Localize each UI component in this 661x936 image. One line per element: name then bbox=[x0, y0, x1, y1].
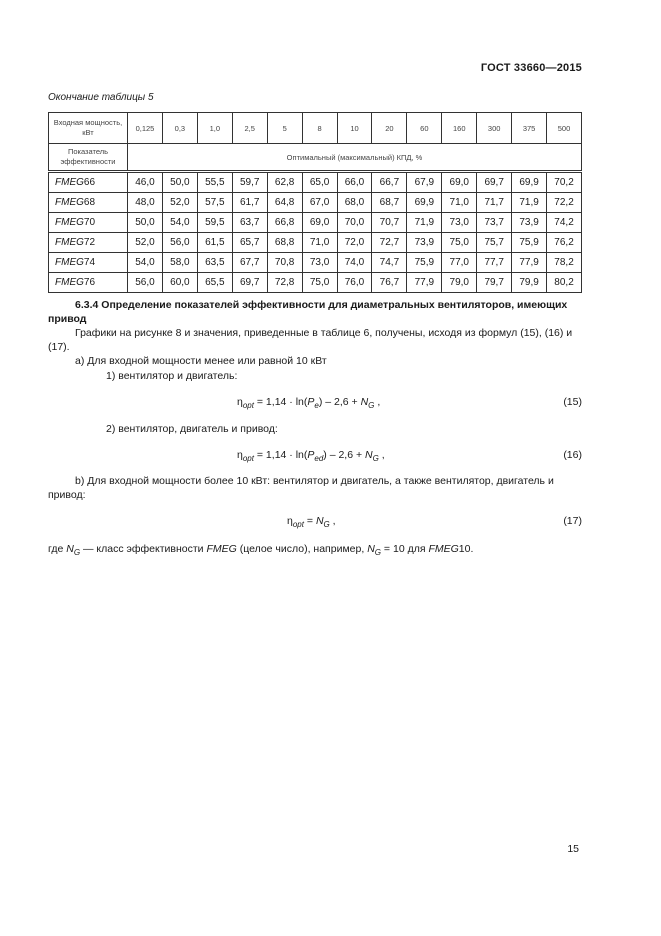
power-header-label: Входная мощность, кВт bbox=[49, 113, 128, 144]
class-prefix: FMEG bbox=[55, 237, 84, 248]
section-intro: Графики на рисунке 8 и значения, приведенные в таблице 6, получены, исходя из формул (15), (16) и (17). bbox=[48, 327, 573, 353]
fmeg-term: FMEG bbox=[428, 543, 459, 555]
efficiency-value-cell: 50,0 bbox=[128, 213, 163, 233]
power-value-cell: 2,5 bbox=[232, 113, 267, 144]
where-text: 10. bbox=[458, 543, 474, 555]
table-row bbox=[49, 253, 582, 273]
formula-16-number: (16) bbox=[563, 449, 582, 461]
efficiency-value-cell: 74,2 bbox=[547, 213, 582, 233]
efficiency-value-cell: 73,9 bbox=[407, 233, 442, 253]
efficiency-value-cell: 75,0 bbox=[302, 273, 337, 293]
efficiency-value-cell: 68,0 bbox=[337, 193, 372, 213]
efficiency-value-cell: 60,0 bbox=[162, 273, 197, 293]
class-symbol: N bbox=[66, 543, 74, 555]
efficiency-value-cell: 69,0 bbox=[302, 213, 337, 233]
efficiency-value-cell: 50,0 bbox=[162, 172, 197, 193]
eta-subscript: opt bbox=[242, 454, 254, 463]
efficiency-value-cell: 59,7 bbox=[232, 172, 267, 193]
efficiency-value-cell: 69,9 bbox=[407, 193, 442, 213]
class-symbol: N bbox=[367, 543, 375, 555]
table-row bbox=[49, 273, 582, 293]
efficiency-value-cell: 68,8 bbox=[267, 233, 302, 253]
efficiency-value-cell: 80,2 bbox=[547, 273, 582, 293]
class-header-label: Показатель эффективности bbox=[49, 144, 128, 172]
class-number: 70 bbox=[83, 217, 96, 228]
efficiency-value-cell: 73,0 bbox=[302, 253, 337, 273]
efficiency-value-cell: 65,7 bbox=[232, 233, 267, 253]
efficiency-value-cell: 65,5 bbox=[197, 273, 232, 293]
efficiency-value-cell: 72,7 bbox=[372, 233, 407, 253]
class-prefix: FMEG bbox=[55, 197, 84, 208]
item-a: a) Для входной мощности менее или равной 10 кВт bbox=[75, 355, 327, 367]
efficiency-value-cell: 75,0 bbox=[442, 233, 477, 253]
class-subscript: G bbox=[323, 520, 330, 529]
efficiency-value-cell: 69,7 bbox=[232, 273, 267, 293]
where-text: — класс эффективности bbox=[80, 543, 207, 555]
where-text: (целое число), например, bbox=[236, 543, 368, 555]
page-number: 15 bbox=[567, 843, 579, 855]
efficiency-value-cell: 66,8 bbox=[267, 213, 302, 233]
where-text: = 10 для bbox=[381, 543, 429, 555]
formula-part: , bbox=[374, 396, 381, 408]
efficiency-value-cell: 66,0 bbox=[337, 172, 372, 193]
efficiency-value-cell: 77,9 bbox=[407, 273, 442, 293]
power-value-cell: 1,0 bbox=[197, 113, 232, 144]
class-prefix: FMEG bbox=[55, 277, 84, 288]
document-header: ГОСТ 33660—2015 bbox=[480, 62, 582, 74]
power-value-cell: 160 bbox=[442, 113, 477, 144]
efficiency-value-cell: 70,7 bbox=[372, 213, 407, 233]
class-prefix: FMEG bbox=[55, 177, 84, 188]
efficiency-class-cell bbox=[49, 193, 128, 213]
power-subscript: e bbox=[314, 401, 319, 410]
where-prefix: где bbox=[48, 543, 64, 555]
efficiency-value-cell: 76,7 bbox=[372, 273, 407, 293]
efficiency-value-cell: 48,0 bbox=[128, 193, 163, 213]
efficiency-value-cell: 79,0 bbox=[442, 273, 477, 293]
formula-17-number: (17) bbox=[563, 515, 582, 527]
efficiency-value-cell: 55,5 bbox=[197, 172, 232, 193]
efficiency-value-cell: 74,0 bbox=[337, 253, 372, 273]
power-value-cell: 8 bbox=[302, 113, 337, 144]
item-a2: 2) вентилятор, двигатель и привод: bbox=[106, 423, 278, 435]
class-subscript: G bbox=[368, 401, 375, 410]
power-value-cell: 10 bbox=[337, 113, 372, 144]
class-prefix: FMEG bbox=[55, 257, 84, 268]
table-caption: Окончание таблицы 5 bbox=[48, 92, 154, 103]
efficiency-class-cell bbox=[49, 213, 128, 233]
efficiency-class-cell bbox=[49, 233, 128, 253]
power-subscript: ed bbox=[314, 454, 324, 463]
where-clause bbox=[48, 542, 582, 557]
class-number: 74 bbox=[83, 257, 96, 268]
efficiency-value-cell: 75,7 bbox=[477, 233, 512, 253]
efficiency-value-cell: 70,2 bbox=[547, 172, 582, 193]
efficiency-value-cell: 63,5 bbox=[197, 253, 232, 273]
efficiency-value-cell: 71,0 bbox=[302, 233, 337, 253]
power-value-cell: 5 bbox=[267, 113, 302, 144]
table-row bbox=[49, 193, 582, 213]
efficiency-value-cell: 54,0 bbox=[128, 253, 163, 273]
class-symbol: N bbox=[315, 515, 324, 527]
efficiency-header-label: Оптимальный (максимальный) КПД, % bbox=[128, 144, 582, 172]
efficiency-value-cell: 67,0 bbox=[302, 193, 337, 213]
efficiency-value-cell: 59,5 bbox=[197, 213, 232, 233]
formula-part: = 1,14 · ln( bbox=[253, 396, 308, 408]
formula-part: , bbox=[329, 515, 336, 527]
efficiency-value-cell: 65,0 bbox=[302, 172, 337, 193]
formula-15 bbox=[237, 396, 380, 408]
efficiency-value-cell: 74,7 bbox=[372, 253, 407, 273]
formula-part: = bbox=[303, 515, 316, 527]
efficiency-value-cell: 63,7 bbox=[232, 213, 267, 233]
efficiency-value-cell: 69,9 bbox=[512, 172, 547, 193]
efficiency-value-cell: 70,0 bbox=[337, 213, 372, 233]
efficiency-value-cell: 61,7 bbox=[232, 193, 267, 213]
class-number: 72 bbox=[83, 237, 96, 248]
efficiency-value-cell: 70,8 bbox=[267, 253, 302, 273]
efficiency-value-cell: 79,9 bbox=[512, 273, 547, 293]
efficiency-value-cell: 67,9 bbox=[407, 172, 442, 193]
fmeg-term: FMEG bbox=[206, 543, 237, 555]
efficiency-value-cell: 73,9 bbox=[512, 213, 547, 233]
class-number: 68 bbox=[83, 197, 96, 208]
efficiency-value-cell: 77,7 bbox=[477, 253, 512, 273]
efficiency-value-cell: 75,9 bbox=[407, 253, 442, 273]
efficiency-value-cell: 78,2 bbox=[547, 253, 582, 273]
power-value-cell: 375 bbox=[512, 113, 547, 144]
efficiency-class-cell bbox=[49, 273, 128, 293]
power-value-cell: 0,3 bbox=[162, 113, 197, 144]
class-subscript: G bbox=[372, 454, 379, 463]
power-value-cell: 20 bbox=[372, 113, 407, 144]
class-subscript: G bbox=[374, 548, 382, 557]
class-number: 76 bbox=[83, 277, 96, 288]
item-b: b) Для входной мощности более 10 кВт: вентилятор и двигатель, а также вентилятор, двигатель и привод: bbox=[48, 475, 554, 501]
efficiency-value-cell: 72,2 bbox=[547, 193, 582, 213]
efficiency-value-cell: 72,8 bbox=[267, 273, 302, 293]
efficiency-value-cell: 75,9 bbox=[512, 233, 547, 253]
formula-16 bbox=[237, 449, 385, 461]
efficiency-value-cell: 52,0 bbox=[128, 233, 163, 253]
efficiency-value-cell: 76,2 bbox=[547, 233, 582, 253]
eta-symbol: η bbox=[287, 515, 293, 527]
section-heading: 6.3.4 Определение показателей эффективности для диаметральных вентиляторов, имеющих привод bbox=[48, 299, 568, 325]
efficiency-value-cell: 54,0 bbox=[162, 213, 197, 233]
power-symbol: P bbox=[307, 396, 315, 408]
class-subscript: G bbox=[73, 548, 81, 557]
efficiency-value-cell: 62,8 bbox=[267, 172, 302, 193]
efficiency-value-cell: 57,5 bbox=[197, 193, 232, 213]
efficiency-table bbox=[48, 112, 582, 293]
efficiency-value-cell: 66,7 bbox=[372, 172, 407, 193]
efficiency-value-cell: 67,7 bbox=[232, 253, 267, 273]
efficiency-value-cell: 56,0 bbox=[128, 273, 163, 293]
class-symbol: N bbox=[360, 396, 369, 408]
efficiency-value-cell: 52,0 bbox=[162, 193, 197, 213]
efficiency-class-cell bbox=[49, 172, 128, 193]
efficiency-value-cell: 76,0 bbox=[337, 273, 372, 293]
class-prefix: FMEG bbox=[55, 217, 84, 228]
power-value-cell: 500 bbox=[547, 113, 582, 144]
efficiency-value-cell: 79,7 bbox=[477, 273, 512, 293]
eta-symbol: η bbox=[237, 449, 243, 461]
efficiency-value-cell: 71,0 bbox=[442, 193, 477, 213]
power-symbol: P bbox=[307, 449, 315, 461]
formula-15-number: (15) bbox=[563, 396, 582, 408]
efficiency-value-cell: 71,9 bbox=[512, 193, 547, 213]
efficiency-value-cell: 77,9 bbox=[512, 253, 547, 273]
efficiency-value-cell: 56,0 bbox=[162, 233, 197, 253]
efficiency-value-cell: 71,7 bbox=[477, 193, 512, 213]
eta-symbol: η bbox=[237, 396, 243, 408]
efficiency-value-cell: 46,0 bbox=[128, 172, 163, 193]
formula-part: , bbox=[378, 449, 385, 461]
efficiency-value-cell: 68,7 bbox=[372, 193, 407, 213]
formula-part: = 1,14 · ln( bbox=[253, 449, 308, 461]
formula-part: ) – 2,6 + bbox=[318, 396, 361, 408]
power-value-cell: 0,125 bbox=[128, 113, 163, 144]
efficiency-value-cell: 61,5 bbox=[197, 233, 232, 253]
efficiency-value-cell: 64,8 bbox=[267, 193, 302, 213]
power-value-cell: 300 bbox=[477, 113, 512, 144]
class-number: 66 bbox=[83, 177, 96, 188]
efficiency-value-cell: 77,0 bbox=[442, 253, 477, 273]
power-header-row bbox=[49, 113, 582, 144]
efficiency-value-cell: 69,7 bbox=[477, 172, 512, 193]
power-value-cell: 60 bbox=[407, 113, 442, 144]
efficiency-value-cell: 72,0 bbox=[337, 233, 372, 253]
formula-part: ) – 2,6 + bbox=[323, 449, 366, 461]
efficiency-value-cell: 73,7 bbox=[477, 213, 512, 233]
efficiency-value-cell: 69,0 bbox=[442, 172, 477, 193]
table-row bbox=[49, 233, 582, 253]
class-symbol: N bbox=[365, 449, 373, 461]
item-a1: 1) вентилятор и двигатель: bbox=[106, 370, 238, 382]
class-header-row bbox=[49, 144, 582, 172]
eta-subscript: opt bbox=[242, 401, 254, 410]
efficiency-class-cell bbox=[49, 253, 128, 273]
table-row bbox=[49, 213, 582, 233]
efficiency-value-cell: 71,9 bbox=[407, 213, 442, 233]
efficiency-value-cell: 73,0 bbox=[442, 213, 477, 233]
eta-subscript: opt bbox=[292, 520, 304, 529]
formula-17 bbox=[287, 515, 336, 527]
table-row bbox=[49, 172, 582, 193]
efficiency-value-cell: 58,0 bbox=[162, 253, 197, 273]
